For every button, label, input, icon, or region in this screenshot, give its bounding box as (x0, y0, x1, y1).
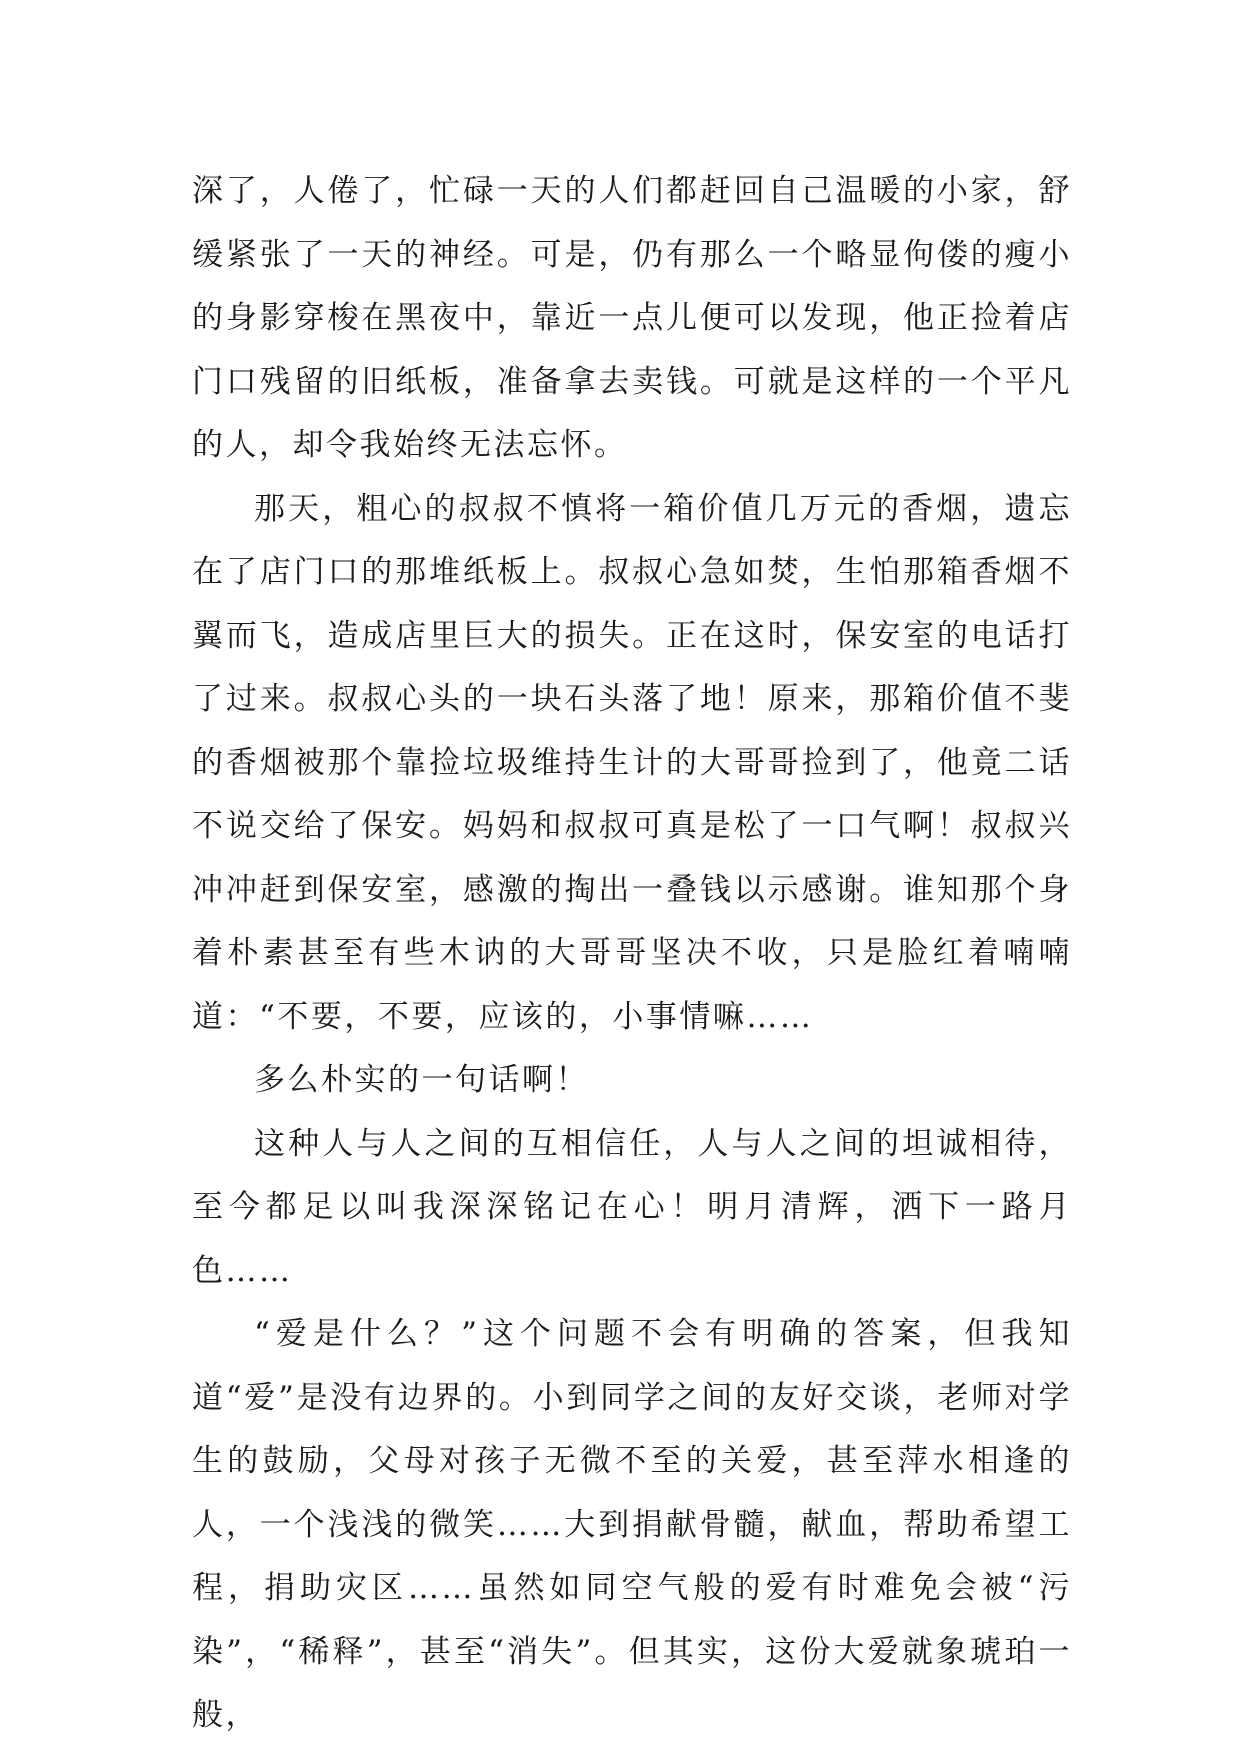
paragraph-4: 这种人与人之间的互相信任，人与人之间的坦诚相待，至今都足以叫我深深铭记在心！明月清辉，洒下一路月色…… (192, 1125, 1072, 1289)
paragraph-5: “爱是什么？”这个问题不会有明确的答案，但我知道“爱”是没有边界的。小到同学之间的友好交谈，老师对学生的鼓励，父母对孩子无微不至的关爱，甚至萍水相逢的人，一个浅浅的微笑……大到捐献骨髓，献血，帮助希望工程，捐助灾区……虽然如同空气般的爱有时难免会被“污染”，“稀释”，甚至“消失”。但其实，这份大爱就象琥珀一般， (192, 1316, 1072, 1733)
paragraph-1: 深了，人倦了，忙碌一天的人们都赶回自己温暖的小家，舒缓紧张了一天的神经。可是，仍有那么一个略显佝偻的瘦小的身影穿梭在黑夜中，靠近一点儿便可以发现，他正捡着店门口残留的旧纸板，准备拿去卖钱。可就是这样的一个平凡的人，却令我始终无法忘怀。 (192, 173, 1072, 463)
paragraph-3: 多么朴实的一句话啊！ (254, 1062, 589, 1098)
paragraph-2: 那天，粗心的叔叔不慎将一箱价值几万元的香烟，遗忘在了店门口的那堆纸板上。叔叔心急如焚，生怕那箱香烟不翼而飞，造成店里巨大的损失。正在这时，保安室的电话打了过来。叔叔心头的一块石头落了地！原来，那箱价值不斐的香烟被那个靠捡垃圾维持生计的大哥哥捡到了，他竟二话不说交给了保安。妈妈和叔叔可真是松了一口气啊！叔叔兴冲冲赶到保安室，感激的掏出一叠钱以示感谢。谁知那个身着朴素甚至有些木讷的大哥哥坚决不收，只是脸红着喃喃道：“不要，不要，应该的，小事情嘛…… (192, 490, 1072, 1035)
document-body (192, 160, 1072, 1748)
